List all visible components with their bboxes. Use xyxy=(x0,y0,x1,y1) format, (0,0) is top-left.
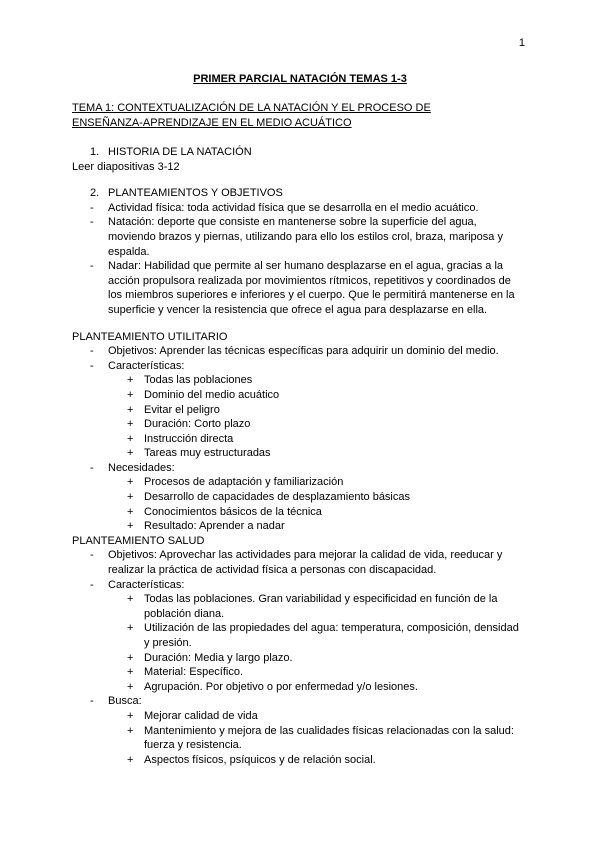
sub-list-item: + Aspectos físicos, psíquicos y de relación social. xyxy=(127,753,376,766)
plus-marker: + xyxy=(127,680,134,693)
plus-marker: + xyxy=(127,491,134,504)
plus-marker: + xyxy=(127,622,134,635)
sub-list-item: + Desarrollo de capacidades de desplazamiento básicas xyxy=(127,491,410,504)
section-2-heading xyxy=(72,186,527,201)
dash-marker: - xyxy=(90,345,94,358)
sub-list-item: + Mejorar calidad de vida xyxy=(127,709,258,722)
section-number: 1. xyxy=(90,146,100,158)
plus-marker: + xyxy=(127,432,134,445)
plus-marker: + xyxy=(127,666,134,679)
plus-marker: + xyxy=(127,476,134,489)
plus-marker: + xyxy=(127,374,134,387)
sub-list-item: + Conocimientos básicos de la técnica xyxy=(127,505,322,518)
plus-marker: + xyxy=(127,753,134,766)
plus-marker: + xyxy=(127,418,134,431)
plus-marker: + xyxy=(127,651,134,664)
sub-list-item: + Evitar el peligro xyxy=(127,403,220,416)
plus-marker: + xyxy=(127,447,134,460)
salud-heading: PLANTEAMIENTO SALUD xyxy=(72,534,205,547)
dash-marker: - xyxy=(90,201,94,214)
sub-list-item: + Material: Específico. xyxy=(127,666,244,679)
sub-list-item: + Dominio del medio acuático xyxy=(127,388,280,401)
list-item: - Natación: deporte que consiste en mantenerse sobre la superficie del agua, moviendo brazos y piernas, utilizando para ello los estilos crol, braza, mariposa y espalda. xyxy=(90,216,503,258)
section-number: 2. xyxy=(90,187,100,200)
dash-marker: - xyxy=(90,216,94,229)
utilitario-heading: PLANTEAMIENTO UTILITARIO xyxy=(72,330,228,343)
section-1-note: Leer diapositivas 3-12 xyxy=(72,160,180,173)
section-heading-text: PLANTEAMIENTOS Y OBJETIVOS xyxy=(108,187,283,200)
sub-list-item: + Todas las poblaciones xyxy=(127,374,253,387)
sub-list-item: + Mantenimiento y mejora de las cualidades físicas relacionadas con la salud: fuerza y resistencia. xyxy=(127,724,514,752)
sub-list-item: + Resultado: Aprender a nadar xyxy=(127,520,285,533)
topic-title: TEMA 1: CONTEXTUALIZACIÓN DE LA NATACIÓN Y EL PROCESO DE ENSEÑANZA-APRENDIZAJE EN EL MEDIO ACUÁTICO xyxy=(72,102,431,129)
section-heading-text: HISTORIA DE LA NATACIÓN xyxy=(108,146,252,158)
sub-list-item: + Duración: Media y largo plazo. xyxy=(127,651,293,664)
list-item: - Objetivos: Aprender las técnicas específicas para adquirir un dominio del medio. xyxy=(90,345,499,358)
dash-marker: - xyxy=(90,260,94,273)
document-title: PRIMER PARCIAL NATACIÓN TEMAS 1-3 xyxy=(193,73,407,85)
sub-list-item: + Todas las poblaciones. Gran variabilidad y especificidad en función de la población diana. xyxy=(127,593,498,620)
section-1-heading xyxy=(72,145,527,160)
document-body xyxy=(72,145,527,767)
list-item: - Actividad física: toda actividad física que se desarrolla en el medio acuático. xyxy=(90,201,479,214)
plus-marker: + xyxy=(127,709,134,722)
plus-marker: + xyxy=(127,593,134,606)
sub-list-item: + Tareas muy estructuradas xyxy=(127,447,271,460)
dash-marker: - xyxy=(90,359,94,372)
sub-list-item: + Instrucción directa xyxy=(127,432,234,445)
plus-marker: + xyxy=(127,520,134,533)
dash-marker: - xyxy=(90,549,94,562)
sub-list-item: + Utilización de las propiedades del agua: temperatura, composición, densidad y presión. xyxy=(127,622,519,649)
plus-marker: + xyxy=(127,505,134,518)
dash-marker: - xyxy=(90,695,94,708)
page-number: 1 xyxy=(518,37,525,49)
list-item: - Características: xyxy=(90,359,185,372)
plus-marker: + xyxy=(127,388,134,401)
list-item: - Características: xyxy=(90,578,185,591)
plus-marker: + xyxy=(127,403,134,416)
list-item: - Objetivos: Aprovechar las actividades para mejorar la calidad de vida, reeducar y realizar la práctica de actividad física a personas con discapacidad. xyxy=(90,549,503,577)
sub-list-item: + Agrupación. Por objetivo o por enfermedad y/o lesiones. xyxy=(127,680,418,693)
sub-list-item: + Duración: Corto plazo xyxy=(127,418,251,431)
sub-list-item: + Procesos de adaptación y familiarización xyxy=(127,476,344,489)
dash-marker: - xyxy=(90,461,94,474)
plus-marker: + xyxy=(127,724,134,737)
dash-marker: - xyxy=(90,578,94,591)
list-item: - Busca: xyxy=(90,695,142,708)
list-item: - Nadar: Habilidad que permite al ser humano desplazarse en el agua, gracias a la acción propulsora realizada por movimientos rítmicos, repetitivos y coordinados de los miembros superiores e inferiores y el cuerpo. Que le permitirá mantenerse en la superficie y vencer la resistencia que ofrece el agua para desplazarse en ella. xyxy=(90,260,515,316)
list-item: - Necesidades: xyxy=(90,461,175,474)
